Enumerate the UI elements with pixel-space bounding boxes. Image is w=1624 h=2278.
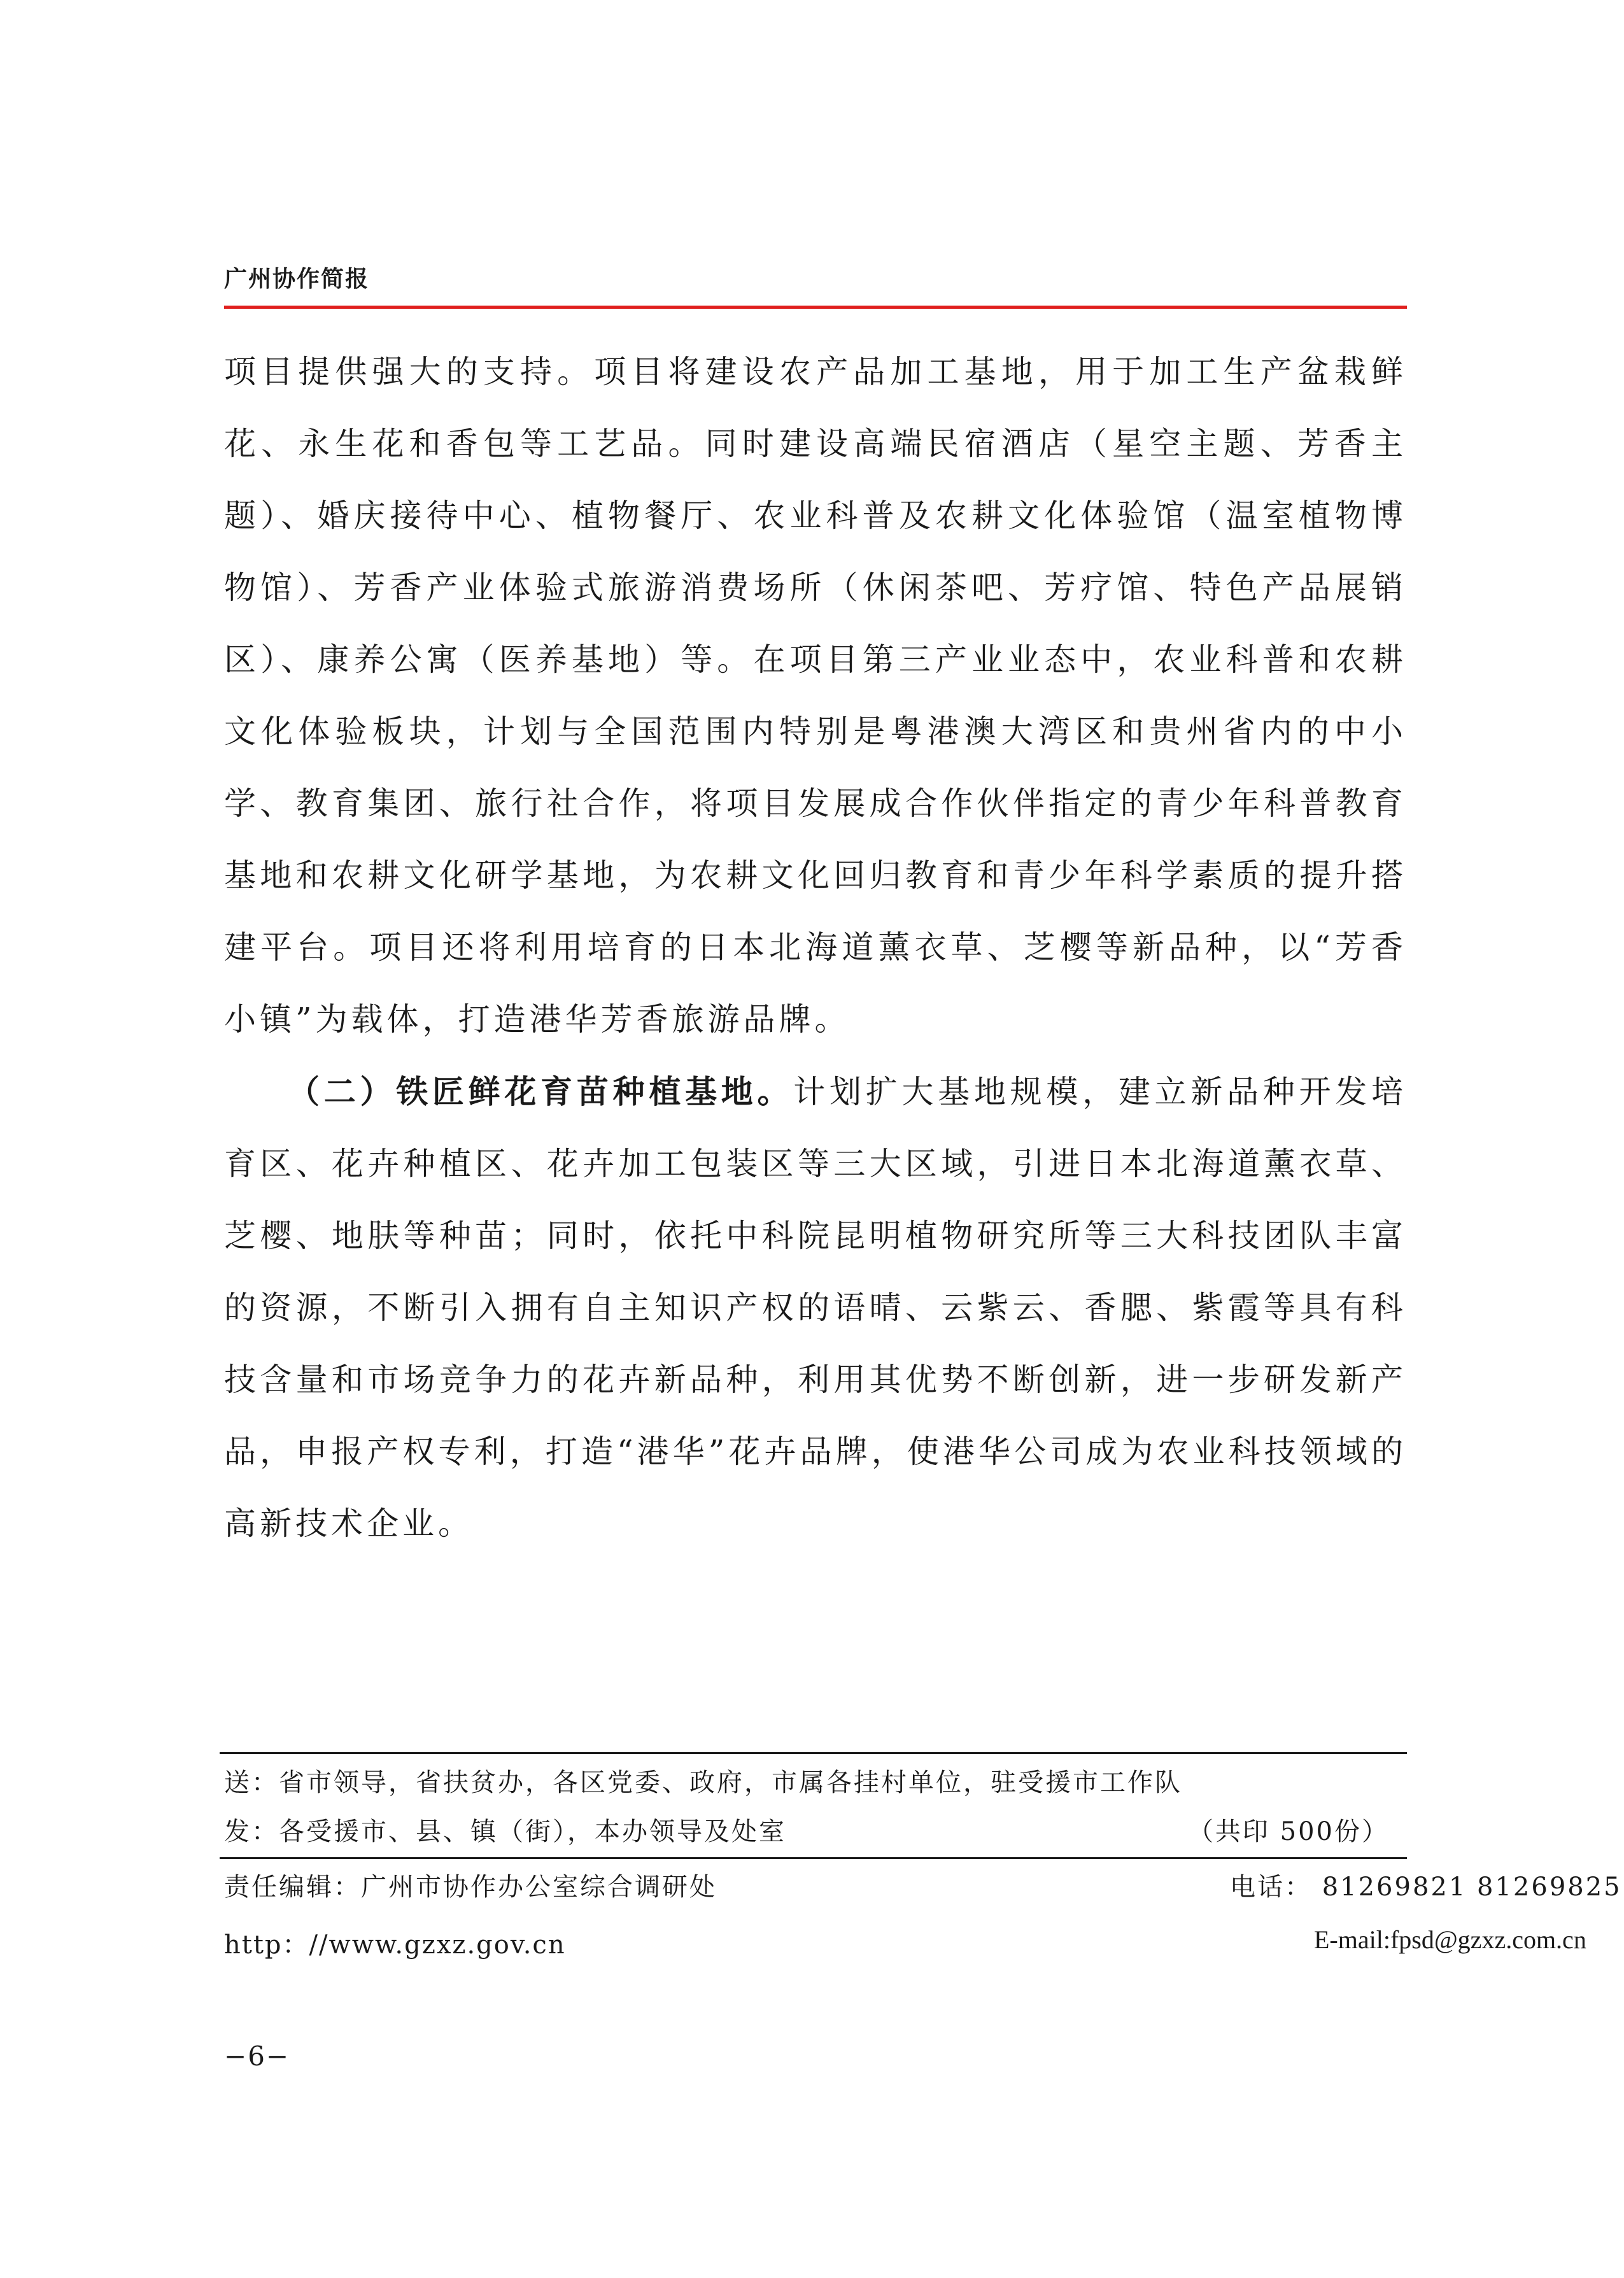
send-to-line: 送：省市领导，省扶贫办，各区党委、政府，市属各挂村单位，驻受援市工作队 bbox=[224, 1768, 1182, 1797]
paragraph-1: 项目提供强大的支持。项目将建设农产品加工基地，用于加工生产盆栽鲜花、永生花和香包等工艺品。同时建设高端民宿酒店（星空主题、芳香主题）、婚庆接待中心、植物餐厅、农业科普及农耕文化体验馆（温室植物博物馆）、芳香产业体验式旅游消费场所（休闲茶吧、芳疗馆、特色产品展销区）、康养公寓（医养基地）等。在项目第三产业业态中，农业科普和农耕文化体验板块，计划与全国范围内特别是粤港澳大湾区和贵州省内的中小学、教育集团、旅行社合作，将项目发展成合作伙伴指定的青少年科普教育基地和农耕文化研学基地，为农耕文化回归教育和青少年科学素质的提升搭建平台。项目还将利用培育的日本北海道薰衣草、芝樱等新品种，以“芳香小镇”为载体，打造港华芳香旅游品牌。 bbox=[224, 353, 1407, 1038]
issue-to-line bbox=[224, 1811, 1389, 1848]
phone-numbers: 电话： 81269821 81269825 bbox=[1230, 1872, 1622, 1902]
footer-divider-bottom bbox=[220, 1857, 1407, 1859]
section-heading: （二）铁匠鲜花育苗种植基地。 bbox=[288, 1073, 794, 1110]
footer-divider-top bbox=[220, 1752, 1407, 1754]
print-copies: （共印 500份） bbox=[1187, 1817, 1389, 1846]
email-link[interactable]: E-mail:fpsd@gzxz.com.cn bbox=[1314, 1925, 1586, 1954]
article-body bbox=[224, 336, 1407, 1560]
paragraph-2-text: 计划扩大基地规模，建立新品种开发培育区、花卉种植区、花卉加工包装区等三大区域，引进日本北海道薰衣草、芝樱、地肤等种苗；同时，依托中科院昆明植物研究所等三大科技团队丰富的资源，不断引入拥有自主知识产权的语晴、云紫云、香腮、紫霞等具有科技含量和市场竞争力的花卉新品种，利用其优势不断创新，进一步研发新产品，申报产权专利，打造“港华”花卉品牌，使港华公司成为农业科技领域的高新技术企业。 bbox=[224, 1073, 1408, 1542]
editor-line bbox=[224, 1867, 1622, 1903]
header-divider bbox=[224, 306, 1407, 309]
issue-to-text: 发：各受援市、县、镇（街），本办领导及处室 bbox=[224, 1817, 786, 1846]
contact-line bbox=[224, 1925, 1586, 1961]
page-number: −6− bbox=[224, 2041, 290, 2072]
responsible-editor: 责任编辑：广州市协作办公室综合调研处 bbox=[224, 1872, 717, 1902]
paragraph-2 bbox=[224, 1056, 1407, 1560]
publication-title: 广州协作简报 bbox=[224, 266, 370, 292]
website-link[interactable]: http：//www.gzxz.gov.cn bbox=[224, 1930, 566, 1960]
